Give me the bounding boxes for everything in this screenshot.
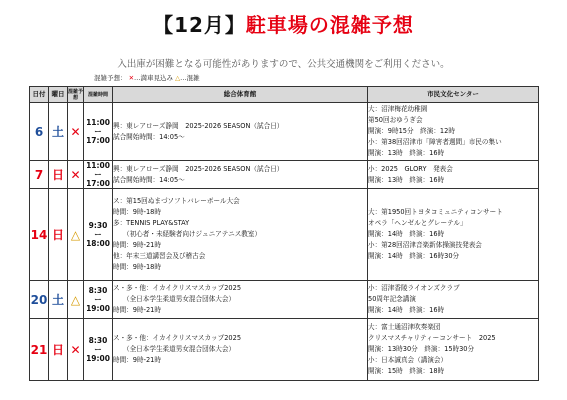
- cross-icon: ✕: [70, 167, 81, 182]
- legend-busy: …混雑: [180, 74, 200, 82]
- time-dash: ー: [94, 295, 102, 304]
- time-start: 8:30: [88, 286, 108, 295]
- notice-text: 入出庫が困難となる可能性がありますので、公共交通機関をご利用ください。: [117, 59, 450, 70]
- day-cell: 21: [30, 319, 49, 381]
- gym-line: ス・多・他：イカイクリスマスカップ2025: [113, 284, 242, 292]
- civic-line: 開演：13時 終演：16時: [368, 175, 445, 184]
- header-gym: 総合体育館: [113, 87, 368, 103]
- time-end: 18:00: [86, 239, 110, 248]
- weekday-cell: 日: [49, 319, 68, 381]
- gym-line: ス・多・他：イカイクリスマスカップ2025: [113, 334, 242, 342]
- civic-line: 大：第1950回トヨタコミュニティコンサート: [368, 208, 503, 216]
- cross-icon: ✕: [70, 342, 81, 357]
- civic-cell: [368, 319, 539, 381]
- schedule-table: [29, 86, 539, 381]
- civic-line: 開演：14時 終演：16時: [368, 306, 445, 314]
- time-dash: ー: [94, 230, 102, 239]
- weekday-cell: 土: [49, 103, 68, 161]
- gym-line: 時間：9時-21時: [113, 356, 161, 364]
- gym-line: （全日本学生柔道男女混合団体大会）: [123, 295, 236, 303]
- day-cell: 20: [30, 281, 49, 319]
- civic-line: 小：2025 GLORY 発表会: [368, 164, 453, 173]
- time-start: 9:30: [88, 221, 108, 230]
- time-cell: [84, 189, 113, 281]
- page-title: [0, 12, 567, 38]
- weekday-cell: 日: [49, 161, 68, 189]
- time-end: 19:00: [86, 354, 110, 363]
- gym-cell: [113, 281, 368, 319]
- civic-cell: [368, 161, 539, 189]
- cross-icon: ✕: [70, 124, 81, 139]
- civic-line: 開演：14時 終演：16時: [368, 230, 445, 238]
- gym-line: （初心者・未経験者向けジュニアテニス教室）: [123, 230, 262, 238]
- gym-line: 興：東レアローズ静岡 2025-2026 SEASON（試合日）: [113, 121, 284, 130]
- legend-label: 混雑予想：: [94, 74, 127, 82]
- gym-line: 時間：9時-18時: [113, 263, 161, 271]
- table-row: [30, 103, 539, 161]
- triangle-icon: △: [70, 292, 81, 307]
- time-cell: [84, 103, 113, 161]
- time-end: 17:00: [86, 136, 110, 145]
- day-cell: 14: [30, 189, 49, 281]
- day-cell: 6: [30, 103, 49, 161]
- civic-line: 50周年記念講演: [368, 295, 416, 303]
- civic-cell: [368, 281, 539, 319]
- legend-crowded: …満車見込み: [134, 74, 174, 82]
- civic-line: 第50回おゆうぎ会: [368, 116, 423, 124]
- time-cell: [84, 319, 113, 381]
- gym-line: 試合開始時間：14:05～: [113, 132, 185, 141]
- forecast-cell: [68, 281, 84, 319]
- gym-line: 時間：9時-21時: [113, 306, 161, 314]
- civic-line: 開演：9時15分 終演：12時: [368, 127, 455, 135]
- civic-cell: [368, 189, 539, 281]
- gym-line: 時間：9時-21時: [113, 241, 161, 249]
- time-dash: ー: [94, 170, 102, 179]
- time-start: 11:00: [86, 161, 110, 170]
- time-start: 11:00: [86, 118, 110, 127]
- civic-line: 大：沼津梅花幼稚園: [368, 105, 428, 113]
- triangle-icon: △: [70, 227, 81, 242]
- civic-line: 小：第28回沼津音楽新体操演技発表会: [368, 241, 482, 249]
- civic-line: 大：富士通沼津吹奏楽団: [368, 323, 441, 331]
- forecast-cell: [68, 189, 84, 281]
- civic-line: 開演：14時 終演：16時30分: [368, 252, 460, 260]
- time-start: 8:30: [88, 336, 108, 345]
- civic-line: 開演：15時 終演：18時: [368, 367, 445, 375]
- header-forecast: 混雑予想: [68, 88, 84, 101]
- gym-line: 時間：9時-18時: [113, 208, 161, 216]
- forecast-cell: [68, 161, 84, 189]
- gym-line: 他：年末三道講習会及び稽古会: [113, 252, 206, 260]
- forecast-cell: [68, 103, 84, 161]
- gym-cell: [113, 319, 368, 381]
- time-end: 17:00: [86, 179, 110, 188]
- time-dash: ー: [94, 127, 102, 136]
- gym-line: 試合開始時間：14:05～: [113, 175, 185, 184]
- triangle-icon: △: [175, 74, 181, 82]
- gym-line: 興：東レアローズ静岡 2025-2026 SEASON（試合日）: [113, 164, 284, 173]
- civic-line: クリスマスチャリティーコンサート 2025: [368, 334, 496, 342]
- gym-line: （全日本学生柔道男女混合団体大会）: [123, 345, 236, 353]
- header-date: 日付: [30, 87, 49, 103]
- civic-line: 小：日本誠真会（講演会）: [368, 356, 448, 364]
- forecast-cell: [68, 319, 84, 381]
- civic-line: 開演：13時30分 終演：15時30分: [368, 345, 475, 353]
- gym-cell: [113, 161, 368, 189]
- table-header-row: [30, 87, 539, 103]
- gym-cell: [113, 103, 368, 161]
- civic-line: 開演：13時 終演：16時: [368, 149, 445, 157]
- legend: [94, 73, 200, 83]
- gym-line: ス：第15回ぬまづソフトバレーボール大会: [113, 197, 240, 205]
- weekday-cell: 土: [49, 281, 68, 319]
- title-main: 駐車場の混雑予想: [245, 13, 414, 37]
- time-end: 19:00: [86, 304, 110, 313]
- table-row: [30, 189, 539, 281]
- time-cell: [84, 281, 113, 319]
- gym-line: 多：TENNIS PLAY&STAY: [113, 219, 190, 227]
- weekday-cell: 日: [49, 189, 68, 281]
- time-dash: ー: [94, 345, 102, 354]
- header-civic: 市民文化センター: [368, 87, 539, 103]
- gym-cell: [113, 189, 368, 281]
- day-cell: 7: [30, 161, 49, 189]
- civic-line: 小：第38回沼津市「障害者週間」市民の集い: [368, 138, 502, 146]
- civic-line: オペラ「ヘンゼルとグレーテル」: [368, 219, 467, 227]
- time-cell: [84, 161, 113, 189]
- table-row: [30, 161, 539, 189]
- table-row: [30, 319, 539, 381]
- cross-icon: ✕: [128, 74, 135, 82]
- civic-cell: [368, 103, 539, 161]
- civic-line: 小：沼津香陵ライオンズクラブ: [368, 284, 460, 292]
- table-row: [30, 281, 539, 319]
- header-weekday: 曜日: [49, 87, 68, 103]
- header-crowded-time: 混雑時間: [84, 87, 113, 103]
- title-month: 【12月】: [153, 13, 246, 37]
